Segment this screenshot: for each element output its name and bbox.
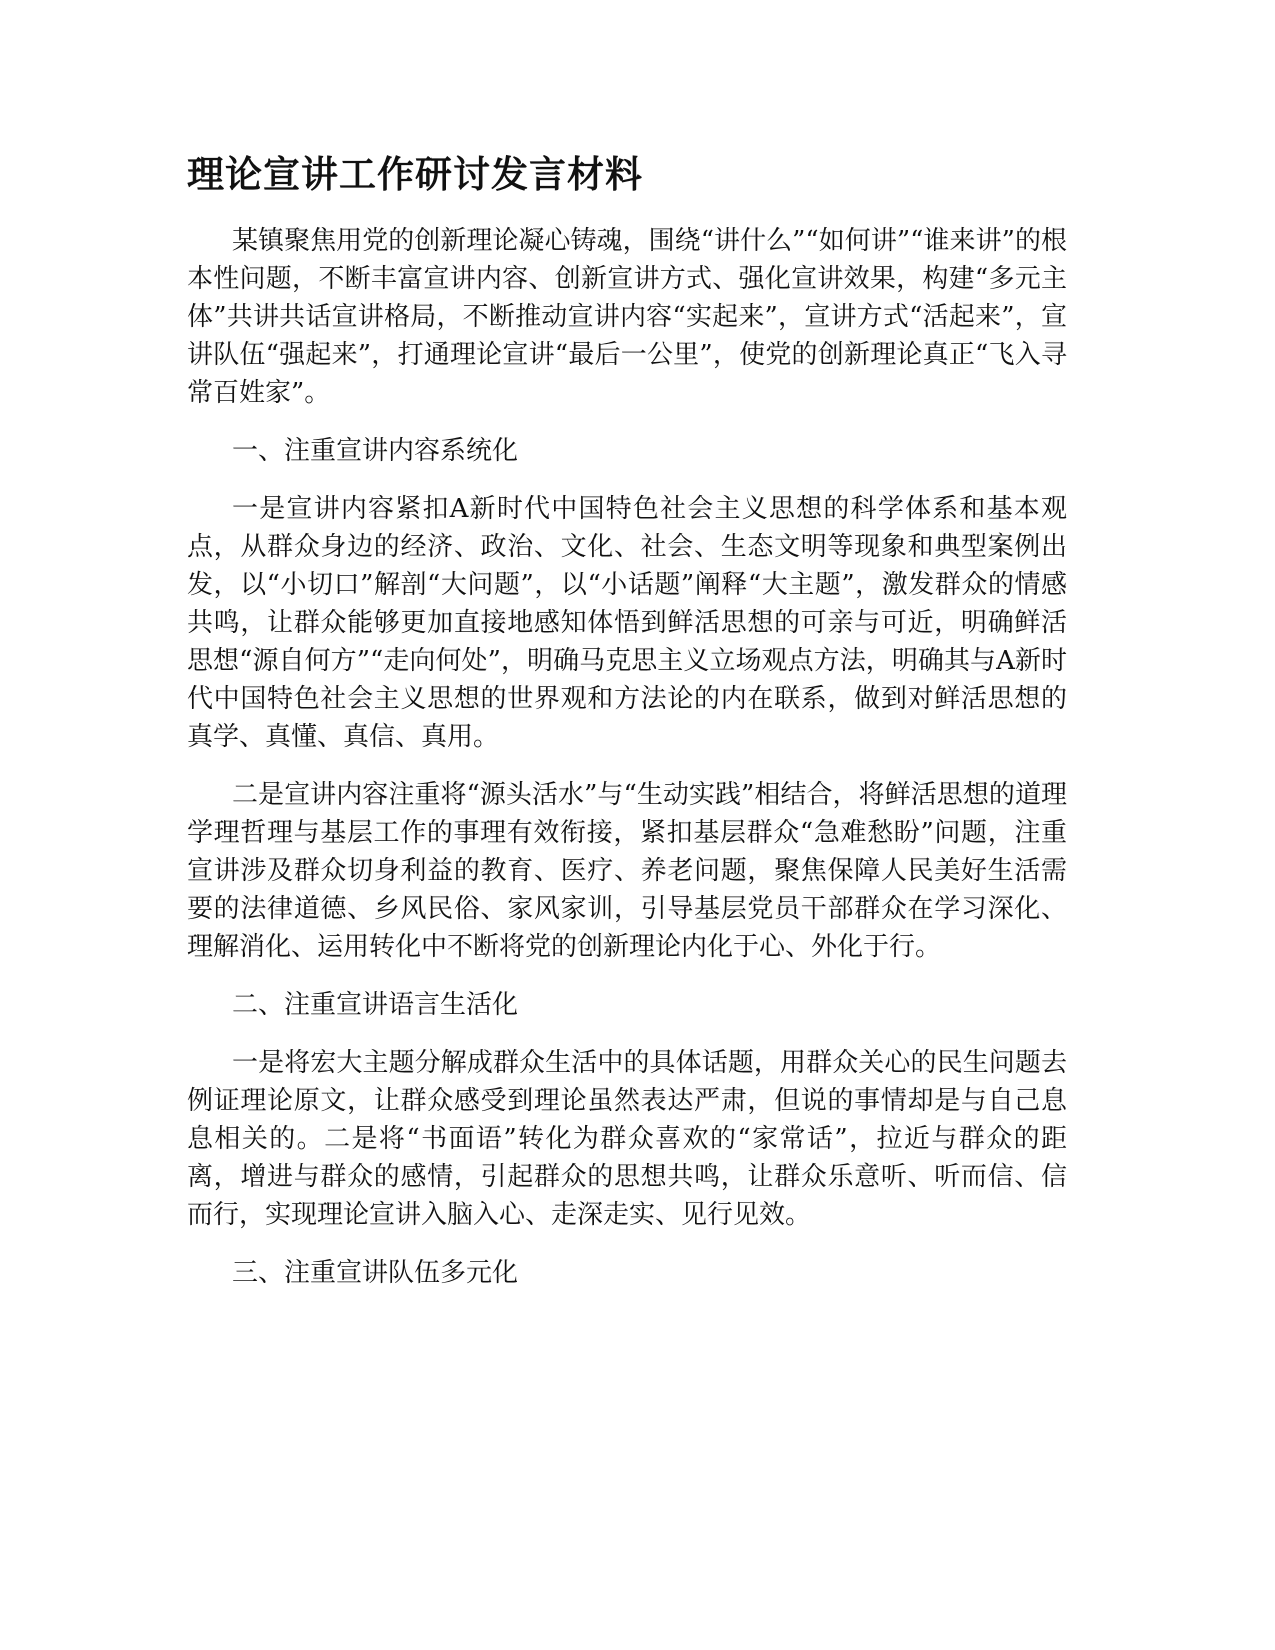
section-3-heading: 三、注重宣讲队伍多元化 [232, 1258, 519, 1288]
section-1-heading: 一、注重宣讲内容系统化 [232, 436, 519, 466]
section-1-paragraph-1: 一是宣讲内容紧扣A新时代中国特色社会主义思想的科学体系和基本观点，从群众身边的经济、政治、文化、社会、生态文明等现象和典型案例出发，以“小切口”解剖“大问题”，以“小话题”阐释“大主题”，激发群众的情感共鸣，让群众能够更加直接地感知体悟到鲜活思想的可亲与可近，明确鲜活思想“源自何方”“走向何处”，明确马克思主义立场观点方法，明确其与A新时代中国特色社会主义思想的世界观和方法论的内在联系，做到对鲜活思想的真学、真懂、真信、真用。 [187, 494, 1067, 752]
document-body [187, 222, 1067, 1312]
intro-paragraph: 某镇聚焦用党的创新理论凝心铸魂，围绕“讲什么”“如何讲”“谁来讲”的根本性问题，不断丰富宣讲内容、创新宣讲方式、强化宣讲效果，构建“多元主体”共讲共话宣讲格局，不断推动宣讲内容“实起来”，宣讲方式“活起来”，宣讲队伍“强起来”，打通理论宣讲“最后一公里”，使党的创新理论真正“飞入寻常百姓家”。 [187, 226, 1067, 408]
document-title: 理论宣讲工作研讨发言材料 [187, 153, 643, 196]
section-1-paragraph-2: 二是宣讲内容注重将“源头活水”与“生动实践”相结合，将鲜活思想的道理学理哲理与基层工作的事理有效衔接，紧扣基层群众“急难愁盼”问题，注重宣讲涉及群众切身利益的教育、医疗、养老问题，聚焦保障人民美好生活需要的法律道德、乡风民俗、家风家训，引导基层党员干部群众在学习深化、理解消化、运用转化中不断将党的创新理论内化于心、外化于行。 [187, 780, 1067, 962]
section-2-heading: 二、注重宣讲语言生活化 [232, 990, 519, 1020]
section-2-paragraph-1: 一是将宏大主题分解成群众生活中的具体话题，用群众关心的民生问题去例证理论原文，让群众感受到理论虽然表达严肃，但说的事情却是与自己息息相关的。二是将“书面语”转化为群众喜欢的“家常话”，拉近与群众的距离，增进与群众的感情，引起群众的思想共鸣，让群众乐意听、听而信、信而行，实现理论宣讲入脑入心、走深走实、见行见效。 [187, 1048, 1067, 1230]
